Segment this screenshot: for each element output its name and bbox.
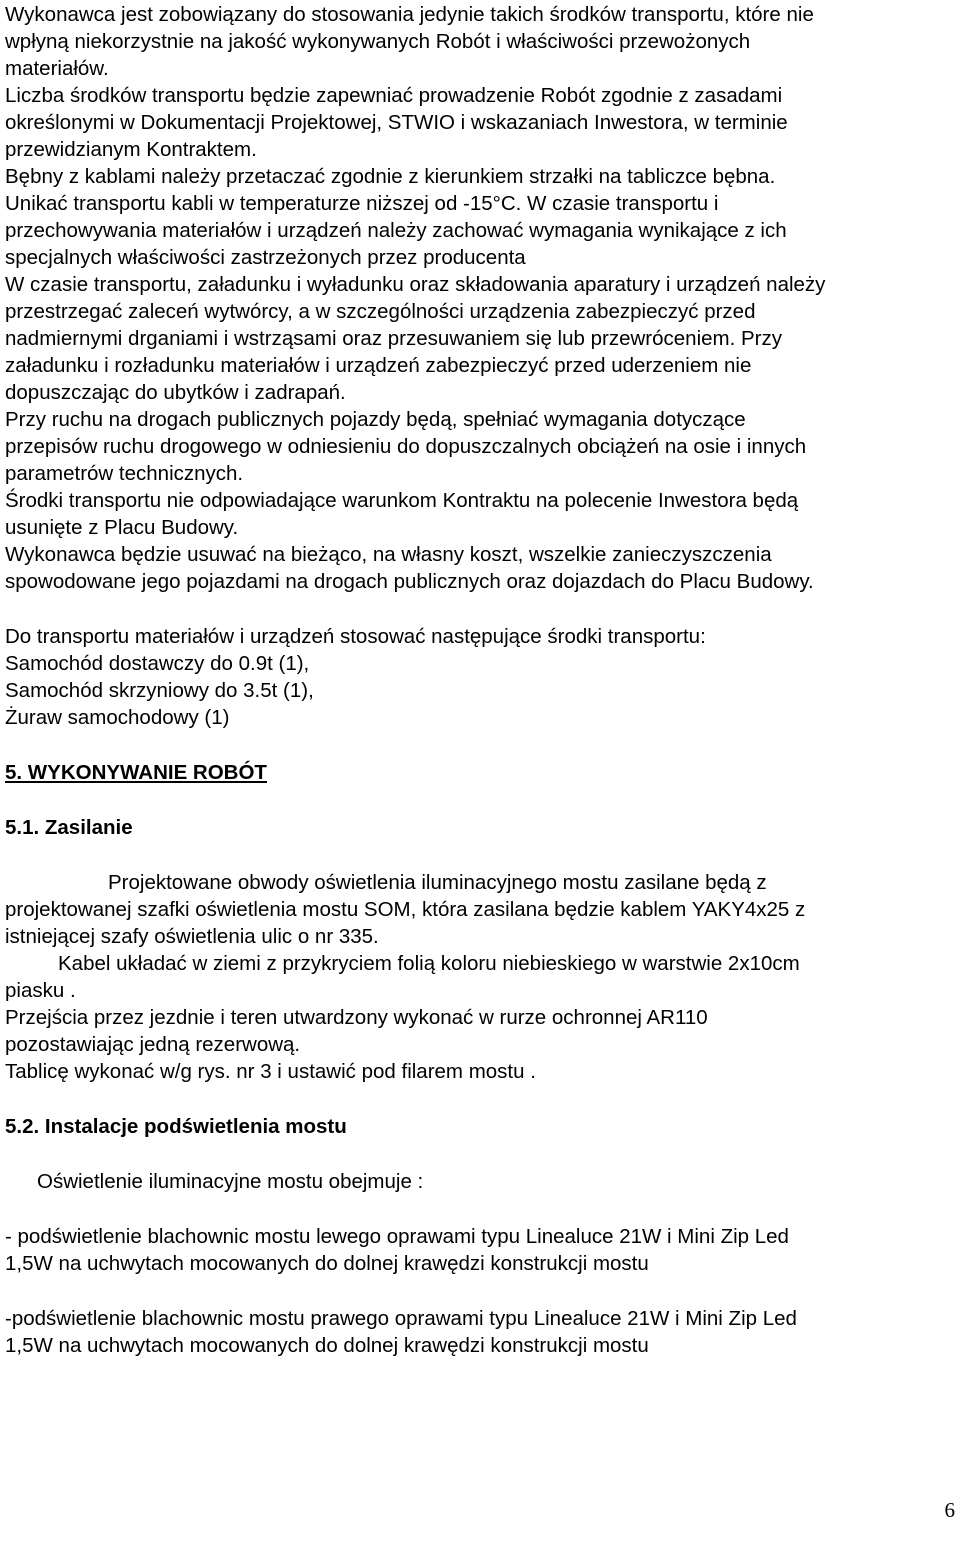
paragraph-line: Przy ruchu na drogach publicznych pojazdy będą, spełniać wymagania dotyczące xyxy=(5,408,746,431)
spacer xyxy=(5,1140,955,1168)
section-5-2-intro: Oświetlenie iluminacyjne mostu obejmuje : xyxy=(37,1170,424,1193)
paragraph-line: specjalnych właściwości zastrzeżonych przez producenta xyxy=(5,246,526,269)
paragraph-line: Kabel układać w ziemi z przykryciem folią koloru niebieskiego w warstwie 2x10cm xyxy=(58,952,800,975)
paragraph-line: istniejącej szafy oświetlenia ulic o nr 335. xyxy=(5,925,379,948)
paragraph-line: pozostawiając jedną rezerwową. xyxy=(5,1033,301,1056)
document-page xyxy=(5,0,955,1359)
lighting-item-line: -podświetlenie blachownic mostu prawego oprawami typu Linealuce 21W i Mini Zip Led xyxy=(5,1307,797,1330)
paragraph-line: Wykonawca jest zobowiązany do stosowania jedynie takich środków transportu, które nie xyxy=(5,3,814,26)
paragraph-line: przestrzegać zaleceń wytwórcy, a w szczególności urządzenia zabezpieczyć przed xyxy=(5,300,756,323)
paragraph-line: Bębny z kablami należy przetaczać zgodnie z kierunkiem strzałki na tabliczce bębna. xyxy=(5,165,776,188)
vehicle-item: Samochód dostawczy do 0.9t (1), xyxy=(5,652,310,675)
vehicle-item: Żuraw samochodowy (1) xyxy=(5,706,230,729)
spacer xyxy=(5,1277,955,1305)
paragraph-line: spowodowane jego pojazdami na drogach publicznych oraz dojazdach do Placu Budowy. xyxy=(5,570,814,593)
paragraph-line: materiałów. xyxy=(5,57,109,80)
section-5-2-heading: 5.2. Instalacje podświetlenia mostu xyxy=(5,1115,347,1138)
vehicles-list xyxy=(5,623,955,731)
paragraph-line: załadunku i rozładunku materiałów i urządzeń zabezpieczyć przed uderzeniem nie xyxy=(5,354,752,377)
paragraph-line: piasku . xyxy=(5,979,76,1002)
paragraph-line: przewidzianym Kontraktem. xyxy=(5,138,257,161)
paragraph-line: wpłyną niekorzystnie na jakość wykonywanych Robót i właściwości przewożonych xyxy=(5,30,751,53)
page-number: 6 xyxy=(944,1498,955,1522)
transport-section xyxy=(5,0,955,595)
spacer xyxy=(5,786,955,814)
paragraph-line: usunięte z Placu Budowy. xyxy=(5,516,239,539)
paragraph-line: Środki transportu nie odpowiadające warunkom Kontraktu na polecenie Inwestora będą xyxy=(5,489,799,512)
paragraph-line: Tablicę wykonać w/g rys. nr 3 i ustawić pod filarem mostu . xyxy=(5,1060,536,1083)
lighting-item-line: 1,5W na uchwytach mocowanych do dolnej krawędzi konstrukcji mostu xyxy=(5,1334,649,1357)
paragraph-line: projektowanej szafki oświetlenia mostu SOM, która zasilana będzie kablem YAKY4x25 z xyxy=(5,898,806,921)
spacer xyxy=(5,731,955,759)
paragraph-line: Przejścia przez jezdnie i teren utwardzony wykonać w rurze ochronnej AR110 xyxy=(5,1006,708,1029)
spacer xyxy=(5,1085,955,1113)
spacer xyxy=(5,595,955,623)
lighting-item-line: 1,5W na uchwytach mocowanych do dolnej krawędzi konstrukcji mostu xyxy=(5,1252,649,1275)
paragraph-line: W czasie transportu, załadunku i wyładunku oraz składowania aparatury i urządzeń należy xyxy=(5,273,826,296)
section-5-1-body xyxy=(5,869,955,1085)
paragraph-line: nadmiernymi drganiami i wstrząsami oraz przesuwaniem się lub przewróceniem. Przy xyxy=(5,327,782,350)
paragraph-line: Unikać transportu kabli w temperaturze niższej od -15°C. W czasie transportu i xyxy=(5,192,719,215)
lighting-item-line: - podświetlenie blachownic mostu lewego oprawami typu Linealuce 21W i Mini Zip Led xyxy=(5,1225,789,1248)
section-5-1-heading: 5.1. Zasilanie xyxy=(5,816,133,839)
paragraph-line: Liczba środków transportu będzie zapewniać prowadzenie Robót zgodnie z zasadami xyxy=(5,84,783,107)
paragraph-line: przepisów ruchu drogowego w odniesieniu do dopuszczalnych obciążeń na osie i innych xyxy=(5,435,807,458)
vehicle-item: Samochód skrzyniowy do 3.5t (1), xyxy=(5,679,314,702)
paragraph-line: parametrów technicznych. xyxy=(5,462,244,485)
section-5-heading: 5. WYKONYWANIE ROBÓT xyxy=(5,761,267,784)
paragraph-line: przechowywania materiałów i urządzeń należy zachować wymagania wynikające z ich xyxy=(5,219,787,242)
spacer xyxy=(5,1195,955,1223)
paragraph-line: Wykonawca będzie usuwać na bieżąco, na własny koszt, wszelkie zanieczyszczenia xyxy=(5,543,772,566)
lighting-item xyxy=(5,1223,955,1277)
paragraph-line: Projektowane obwody oświetlenia iluminacyjnego mostu zasilane będą z xyxy=(108,871,767,894)
spacer xyxy=(5,841,955,869)
paragraph-line: określonymi w Dokumentacji Projektowej, STWIO i wskazaniach Inwestora, w terminie xyxy=(5,111,788,134)
lighting-item xyxy=(5,1305,955,1359)
vehicles-intro: Do transportu materiałów i urządzeń stosować następujące środki transportu: xyxy=(5,625,706,648)
paragraph-line: dopuszczając do ubytków i zadrapań. xyxy=(5,381,346,404)
